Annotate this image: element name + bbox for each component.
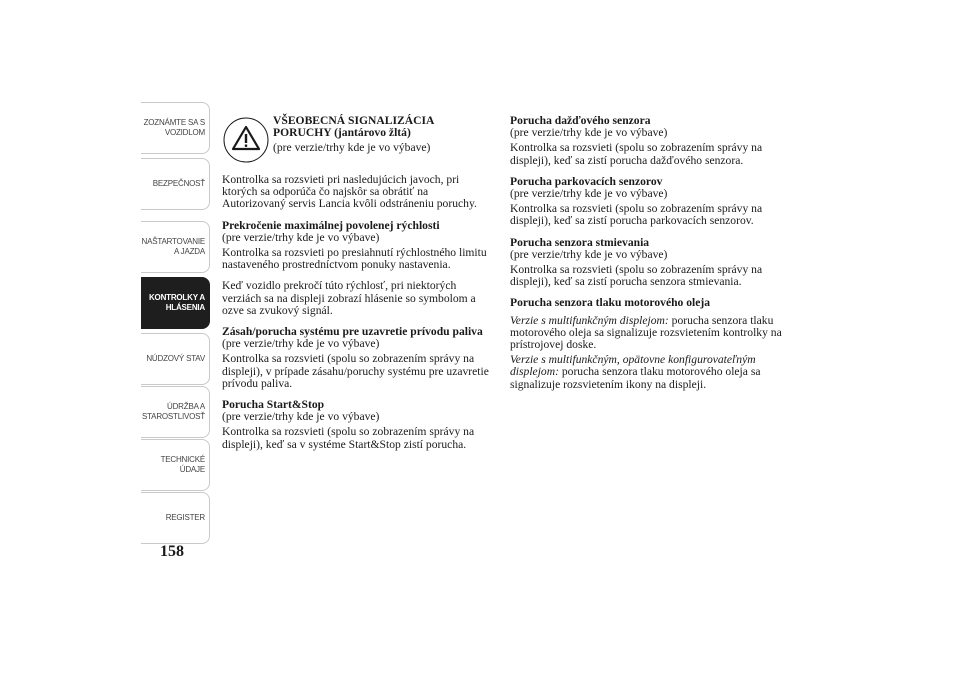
rain-sensor-text: Kontrolka sa rozsvieti (spolu so zobrazením správy na displeji), keď sa zistí porucha dažďového senzora.	[510, 141, 763, 167]
parking-sensor-text: Kontrolka sa rozsvieti (spolu so zobrazením správy na displeji), keď sa zistí porucha parkovacích senzorov.	[510, 202, 763, 228]
parking-sensor-heading: Porucha parkovacích senzorov	[510, 174, 663, 188]
tab-warning-lights[interactable]: KONTROLKY A HLÁSENIA	[141, 277, 210, 329]
twilight-sensor-text: Kontrolka sa rozsvieti (spolu so zobrazením správy na displeji), keď sa zistí porucha senzora stmievania.	[510, 263, 763, 289]
oil-sensor-text-1: porucha senzora tlaku motorového oleja sa signalizuje rozsvietením kontrolky na prístrojovej doske.	[510, 313, 782, 352]
rain-sensor-heading: Porucha dažďového senzora	[510, 114, 651, 127]
intro-paragraph: Kontrolka sa rozsvieti pri nasledujúcich javoch, pri ktorých sa odporúča čo najskôr sa obrátiť na Autorizovaný servis Lancia kvôli odstráneniu poruchy.	[222, 173, 477, 211]
column-left	[222, 115, 494, 460]
tab-starting-driving[interactable]: NAŠTARTOVANIE A JAZDA	[141, 221, 210, 273]
oil-sensor-paragraph-1	[510, 315, 782, 352]
startstop-availability: (pre verzie/trhy kde je vo výbave)	[222, 410, 380, 424]
warning-title-line2: PORUCHY (jantárovo žltá)	[273, 126, 411, 140]
startstop-heading: Porucha Start&Stop	[222, 398, 325, 412]
oil-sensor-heading: Porucha senzora tlaku motorového oleja	[510, 296, 711, 310]
speed-text-1: Kontrolka sa rozsvieti po presiahnutí rýchlostného limitu nastaveného prostredníctvom ponuky nastavenia.	[222, 246, 487, 272]
parking-sensor-availability: (pre verzie/trhy kde je vo výbave)	[510, 187, 668, 201]
oil-sensor-paragraph-2	[510, 354, 782, 391]
twilight-sensor-heading: Porucha senzora stmievania	[510, 235, 650, 249]
tab-safety[interactable]: BEZPEČNOSŤ	[141, 158, 210, 210]
startstop-text: Kontrolka sa rozsvieti (spolu so zobrazením správy na displeji), keď sa v systéme Start&Stop zistí porucha.	[222, 425, 475, 451]
fuel-cutoff-text: Kontrolka sa rozsvieti (spolu so zobrazením správy na displeji), v prípade zásahu/poruchy systému pre uzavretie prívodu paliva.	[222, 352, 489, 390]
fuel-cutoff-heading: Zásah/porucha systému pre uzavretie prívodu paliva	[222, 325, 483, 339]
tab-emergency[interactable]: NÚDZOVÝ STAV	[141, 333, 210, 385]
warning-section-header	[222, 115, 494, 164]
warning-subtitle: (pre verzie/trhy kde je vo výbave)	[273, 141, 431, 155]
rain-sensor-availability: (pre verzie/trhy kde je vo výbave)	[510, 126, 668, 140]
tab-maintenance[interactable]: ÚDRŽBA A STAROSTLIVOSŤ	[141, 386, 210, 438]
warning-triangle-icon	[222, 116, 270, 164]
fuel-cutoff-availability: (pre verzie/trhy kde je vo výbave)	[222, 337, 380, 351]
speed-heading: Prekročenie maximálnej povolenej rýchlosti	[222, 218, 440, 232]
speed-text-2: Keď vozidlo prekročí túto rýchlosť, pri niektorých verziách sa na displeji zobrazí hlásenie so symbolom a ozve sa zvukový signál.	[222, 279, 476, 317]
warning-title-line1: VŠEOBECNÁ SIGNALIZÁCIA	[273, 114, 435, 127]
twilight-sensor-availability: (pre verzie/trhy kde je vo výbave)	[510, 247, 668, 261]
tab-technical-data[interactable]: TECHNICKÉ ÚDAJE	[141, 439, 210, 491]
page-number: 158	[160, 543, 184, 560]
tab-vehicle-intro[interactable]: ZOZNÁMTE SA S VOZIDLOM	[141, 102, 210, 154]
tab-index[interactable]: REGISTER	[141, 492, 210, 544]
oil-sensor-text-2: porucha senzora tlaku motorového oleja sa signalizuje rozsvietením ikony na displeji.	[510, 365, 761, 391]
speed-availability: (pre verzie/trhy kde je vo výbave)	[222, 230, 380, 244]
oil-version-label-2: Verzie s multifunkčným, opätovne konfigurovateľným displejom:	[510, 353, 756, 379]
oil-version-label-1: Verzie s multifunkčným displejom:	[510, 313, 669, 327]
column-right	[510, 115, 782, 400]
